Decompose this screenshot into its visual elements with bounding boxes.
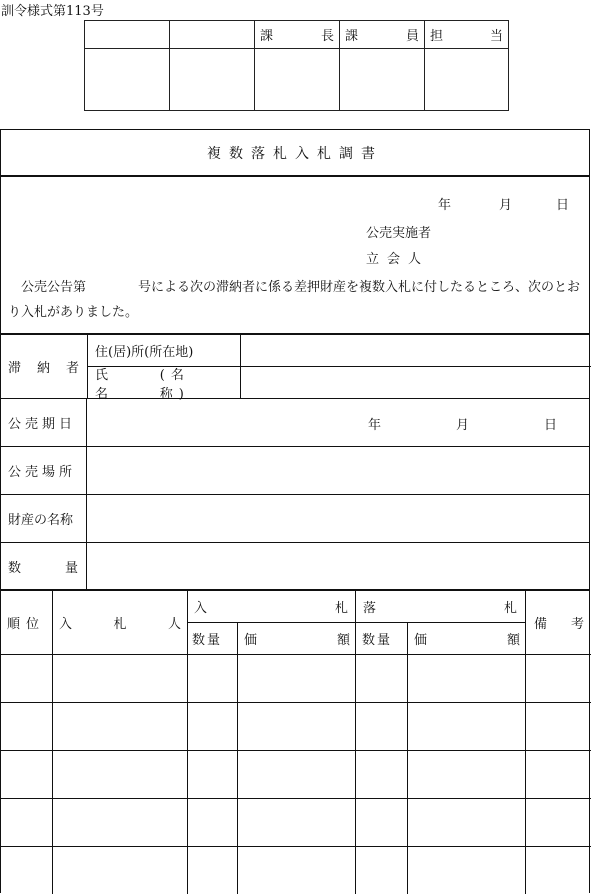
property-name-label: 財産の名称: [1, 495, 87, 542]
win-price-header: 価 額: [414, 632, 520, 648]
property-name-field[interactable]: [88, 495, 589, 542]
name-label: 氏 名 (名 称): [88, 367, 241, 399]
win-qty-header: 数量: [362, 632, 393, 648]
approval-stamp-cell[interactable]: [425, 49, 509, 111]
sale-date-day: 日: [544, 418, 558, 433]
sale-place-field[interactable]: [88, 447, 589, 494]
sale-date-month: 月: [456, 418, 470, 433]
sale-place-label: 公売場所: [1, 447, 87, 494]
quantity-row: [1, 543, 589, 591]
notice-date: 年 月 日: [437, 198, 569, 213]
approval-header-blank-2: [170, 21, 255, 49]
witness-label: 立会人: [366, 252, 430, 267]
quantity-label: 数 量: [1, 543, 87, 589]
approval-stamp-cell[interactable]: [85, 49, 170, 111]
address-field[interactable]: [241, 335, 591, 367]
approval-stamp-cell[interactable]: [170, 49, 255, 111]
sale-place-row: [1, 447, 589, 495]
quantity-field[interactable]: [88, 543, 589, 589]
approval-stamp-cell[interactable]: [255, 49, 340, 111]
bid-qty-header: 数量: [192, 632, 223, 648]
property-name-row: [1, 495, 589, 543]
approval-header-blank-1: [85, 21, 170, 49]
bid-record-form: [0, 129, 590, 893]
bid-header: 入 札: [194, 601, 348, 616]
document-title: 複数落札入札調書: [1, 130, 589, 177]
remarks-header: 備 考: [534, 617, 584, 632]
rank-header: 順位: [7, 617, 46, 632]
name-field[interactable]: [241, 367, 591, 399]
implementer-label: 公売実施者: [366, 226, 432, 241]
approval-header-person-in-charge: 担 当: [425, 21, 509, 49]
form-id: 訓令様式第113号: [1, 4, 104, 19]
sale-date-row: [1, 399, 589, 447]
sale-date-label: 公売期日: [1, 399, 87, 446]
approval-header-section-chief: 課 長: [255, 21, 340, 49]
bid-price-header: 価 額: [244, 632, 350, 648]
bidder-header: 入 札 人: [59, 617, 181, 632]
taxpayer-label: 滞 納 者: [1, 335, 88, 398]
approval-box: [84, 20, 509, 111]
notice-section: [1, 177, 589, 335]
approval-stamp-cell[interactable]: [340, 49, 425, 111]
sale-date-year: 年: [368, 418, 382, 433]
winning-bid-header: 落 札: [363, 601, 517, 616]
notice-body: 公売公告第 号による次の滞納者に係る差押財産を複数入札に付したるところ、次のとおり入札がありました。: [8, 280, 581, 320]
approval-header-section-staff: 課 員: [340, 21, 425, 49]
address-label: 住(居)所(所在地): [88, 335, 241, 367]
taxpayer-row: [1, 335, 589, 402]
